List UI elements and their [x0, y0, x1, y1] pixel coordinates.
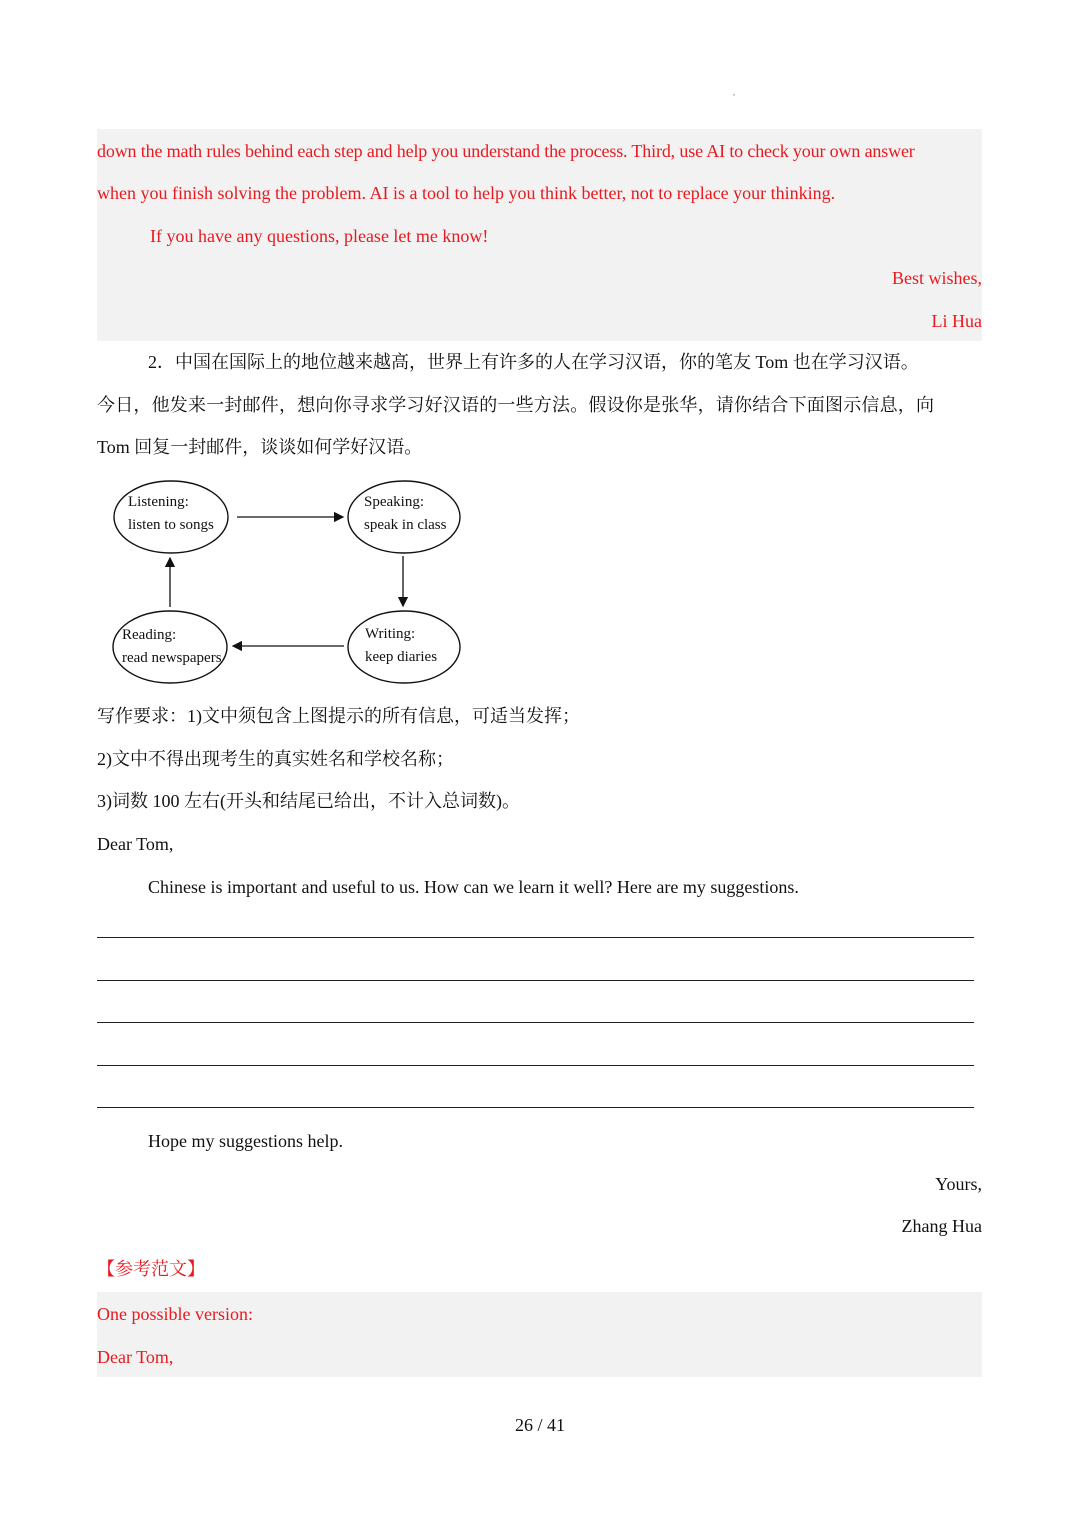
answer-line-3: If you have any questions, please let me know!: [150, 226, 489, 246]
listening-node: [114, 481, 228, 553]
page-mark: ,: [733, 88, 735, 97]
reading-node: [113, 611, 227, 683]
requirement-2: 2)文中不得出现考生的真实姓名和学校名称；: [97, 749, 454, 769]
writing-detail: keep diaries: [365, 649, 438, 665]
letter-hope: Hope my suggestions help.: [148, 1131, 343, 1151]
question-line-3: Tom 回复一封邮件，谈谈如何学好汉语。: [97, 437, 423, 457]
reading-detail: read newspapers: [122, 650, 222, 666]
answer-closing: Best wishes,: [892, 268, 982, 288]
writing-line-4: [97, 1065, 974, 1066]
speaking-node: [348, 481, 460, 553]
reference-heading: 【参考范文】: [97, 1259, 205, 1279]
reading-title: Reading:: [122, 627, 177, 643]
letter-signature: Zhang Hua: [901, 1216, 982, 1236]
speaking-title: Speaking:: [364, 494, 424, 510]
writing-line-3: [97, 1022, 974, 1023]
requirement-3: 3)词数 100 左右(开头和结尾已给出，不计入总词数)。: [97, 791, 520, 811]
reference-line-1: One possible version:: [97, 1304, 253, 1324]
listening-title: Listening:: [128, 494, 189, 510]
writing-line-2: [97, 980, 974, 981]
reference-line-2: Dear Tom,: [97, 1347, 174, 1367]
letter-closing: Yours,: [935, 1174, 982, 1194]
writing-line-1: [97, 937, 974, 938]
letter-opening: Chinese is important and useful to us. How can we learn it well? Here are my suggestions.: [148, 877, 799, 897]
question-line-1: 2．中国在国际上的地位越来越高，世界上有许多的人在学习汉语，你的笔友 Tom 也在学习汉语。: [148, 352, 919, 372]
question-line-2: 今日，他发来一封邮件，想向你寻求学习好汉语的一些方法。假设你是张华，请你结合下面图示信息，向: [97, 395, 935, 415]
writing-node: [348, 611, 460, 683]
letter-greeting: Dear Tom,: [97, 834, 174, 854]
listening-detail: listen to songs: [128, 517, 214, 533]
study-cycle-diagram: [100, 470, 480, 700]
answer-line-1: down the math rules behind each step and help you understand the process. Third, use AI to check your own answer: [97, 141, 915, 161]
writing-title: Writing:: [365, 626, 416, 642]
answer-signature: Li Hua: [931, 311, 982, 331]
speaking-detail: speak in class: [364, 517, 447, 533]
page-number: 26 / 41: [514, 1415, 565, 1435]
requirement-1: 写作要求：1)文中须包含上图提示的所有信息，可适当发挥；: [97, 706, 580, 726]
answer-line-2: when you finish solving the problem. AI is a tool to help you think better, not to replace your thinking.: [97, 183, 836, 203]
writing-line-5: [97, 1107, 974, 1108]
